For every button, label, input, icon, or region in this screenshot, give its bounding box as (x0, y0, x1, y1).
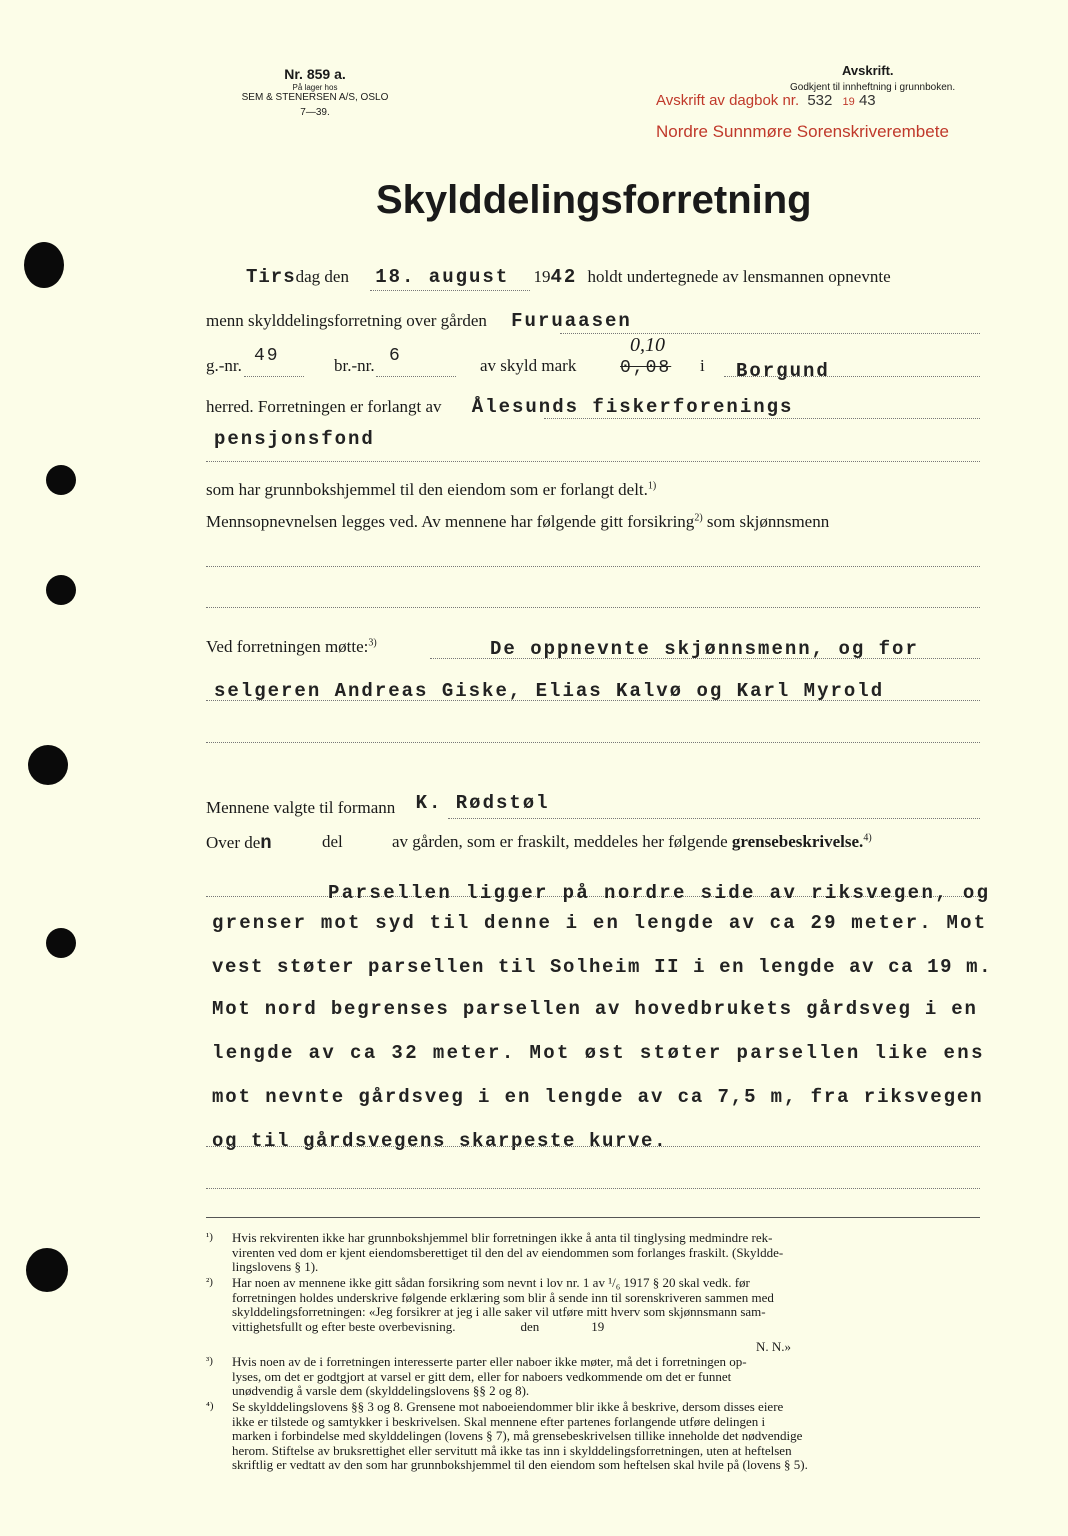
dagbok-number: 532 (807, 92, 833, 109)
stamp-approval: Godkjent til innheftning i grunnboken. (790, 82, 956, 93)
bnr-value: 6 (389, 346, 402, 366)
year: 42 (550, 266, 578, 288)
date: 18. august (375, 266, 510, 288)
farm-name: Furuaasen (511, 310, 632, 332)
intro-line-6: som har grunnbokshjemmel til den eiendom som er forlangt delt.$^{1)}$ (206, 480, 657, 499)
binder-hole (28, 745, 68, 785)
office-stamp: Nordre Sunnmøre Sorenskriverembete (656, 122, 949, 141)
binder-hole (24, 242, 64, 288)
boundary-intro: Over den del av gården, som er fraskilt, meddeles her følgende grensebeskrivelse.$^{4)}$ (206, 832, 872, 854)
attendees-text-2: selgeren Andreas Giske, Elias Kalvø og Karl Myrold (214, 680, 885, 702)
requester: Ålesunds fiskerforenings (471, 396, 794, 418)
intro-line-3: g.-nr. 49 br.-nr. 6 av skyld mark 0,10 0,08 i Borgund (206, 334, 830, 382)
footnote-divider (206, 1217, 980, 1218)
printer-info (215, 66, 415, 118)
skyld-struck: 0,08 (620, 358, 672, 378)
skyld-corrected: 0,10 (630, 334, 665, 356)
attendees-label: Ved forretningen møtte:$^{3)}$ (206, 637, 377, 656)
municipality: Borgund (736, 360, 830, 382)
binder-hole (46, 928, 76, 958)
chairman-name: K. Rødstøl (415, 792, 550, 814)
attendees-text-1: De oppnevnte skjønnsmenn, og for (490, 638, 919, 660)
signature-placeholder: N. N.» (756, 1339, 792, 1354)
intro-line-1: Tirsdag den 18. august 1942 holdt undertegnede av lensmannen opnevnte (246, 266, 891, 288)
print-date: 7—39. (300, 107, 330, 118)
stamp-label: Avskrift. (842, 63, 894, 78)
weekday: Tirs (246, 266, 296, 288)
boundary-line: lengde av ca 32 meter. Mot øst støter parsellen like ens (212, 1042, 985, 1064)
boundary-line: vest støter parsellen til Solheim II i en lengde av ca 19 m. (212, 956, 993, 978)
boundary-line: og til gårdsvegens skarpeste kurve. (212, 1130, 668, 1152)
boundary-line: Parsellen ligger på nordre side av riksvegen, og (328, 882, 991, 904)
binder-hole (46, 575, 76, 605)
publisher-note: På lager hos (292, 83, 338, 92)
document-title: Skylddelingsforretning (376, 178, 812, 222)
dagbok-stamp (656, 92, 876, 109)
intro-line-7: Mennsopnevnelsen legges ved. Av mennene har følgende gitt forsikring$^{2)}$ som skjønnsmenn (206, 512, 830, 531)
binder-hole (46, 465, 76, 495)
boundary-line: mot nevnte gårdsveg i en lengde av ca 7,5 m, fra riksvegen (212, 1086, 984, 1108)
intro-line-2: menn skylddelingsforretning over gården Furuaasen (206, 310, 632, 332)
dagbok-year-prefix: 19 (842, 96, 855, 108)
boundary-line: Mot nord begrenses parsellen av hovedbrukets gårdsveg i en (212, 998, 978, 1020)
boundary-line: grenser mot syd til denne i en lengde av ca 29 meter. Mot (212, 912, 988, 934)
dagbok-year: 43 (858, 92, 876, 109)
year-prefix: 19 (533, 267, 551, 286)
chairman-line: Mennene valgte til formann K. Rødstøl (206, 792, 550, 817)
gnr-value: 49 (254, 346, 280, 366)
intro-line-4: herred. Forretningen er forlangt av Ålesunds fiskerforenings (206, 396, 794, 418)
document-page: Nr. 859 a. På lager hos SEM & STENERSEN A/S, OSLO 7—39. Avskrift. Godkjent til innheftning i grunnboken. Avskrift av dagbok nr. 532 19 43 Nordre Sunnmøre Sorenskriverembete Skylddelingsforretning Tirsdag den 18. august 1942 holdt undertegnede av lensmannen opnevnte menn skylddelingsforretning over gården Furuaasen g.-nr. 49 br.-nr. 6 av skyld mark 0,10 0,08 i Borgund herred. Forretningen er forlangt av Ålesunds fiskerforenings pensjonsfond som har grunnbokshjemmel til den eiendom som er forlangt delt.$^{1)}$ Mennsopnevnelsen legges ved. Av mennene har følgende gitt forsikring$^{2)}$ som skjønnsmenn Ved forretningen møtte:$^{3)}$ De oppnevnte skjønnsmenn, og for selgeren Andreas Giske, Elias Kalvø og Karl Myrold Mennene valgte til formann K. Rødstøl Over den del av gården, som er fraskilt, meddeles her følgende grensebeskrivelse.$^{4)}$ Parsellen ligger på nordre side av riksvegen, og grenser mot syd til denne i en lengde av ca 29 meter. Mot vest støter parsellen til Solheim II i en lengde av ca 19 m. Mot nord begrenses parsellen av hovedbrukets gårdsveg i en lengde av ca 32 meter. Mot øst støter parsellen like ens mot nevnte gårdsveg i en lengde av ca 7,5 m, fra riksvegen og til gårdsvegens skarpeste kurve. ¹) Hvis rekvirenten ikke har grunnbokshjemmel blir forretningen ikke å anta til tinglysing medmindre rek- virenten ved dom er kjent eiendomsberettiget til den del av eiendommen som forlanges fraskilt. (Skyldde- lingslovens § 1). ²) Har noen av mennene ikke gitt sådan forsikring som nevnt i lov nr. 1 av ¹/₆ 1917 § 20 skal vedk. før forretningen holdes underskrive følgende erklæring som blir å sende inn til sorenskriveren sammen med skylddelingsforretningen: «Jeg forsikrer at jeg i alle saker vil utføre mitt hverv som skjønnsmann sam- vittighetsfullt og efter beste overbevisning. den 19 N. N.» ³) Hvis noen av de i forretningen interesserte parter eller naboer ikke møter, må det i forretningen op- lyses, om det er godtgjort at varsel er gitt dem, eller for naboers vedkommende om det er funnet unødvendig å varsle dem (skylddelingslovens §§ 2 og 8). ⁴) Se skylddelingslovens §§ 3 og 8. Grensene mot naboeiendommer blir ikke å beskrive, dersom disses eiere ikke er tilstede og samtykker i beskrivelsen. Skal mennene efter partenes forlangende utføre delingen i marken i forbindelse med skylddelingen (lovens § 7), må grensebeskrivelsen tillike inneholde det nødvendige herom. Stiftelse av bruksrettighet eller servitutt må ikke tas inn i skylddelingsforretningen, uten at heftelsen skriftlig er vedtatt av den som har grunnbokshjemmel til den eiendom som heftelsen skal hvile på (lovens § 5). (0, 0, 1068, 1536)
binder-hole (26, 1248, 68, 1292)
dagbok-label: Avskrift av dagbok nr. (656, 92, 800, 109)
form-number: Nr. 859 a. (284, 66, 346, 82)
requester-continued: pensjonsfond (214, 428, 375, 450)
publisher: SEM & STENERSEN A/S, OSLO (241, 92, 389, 103)
